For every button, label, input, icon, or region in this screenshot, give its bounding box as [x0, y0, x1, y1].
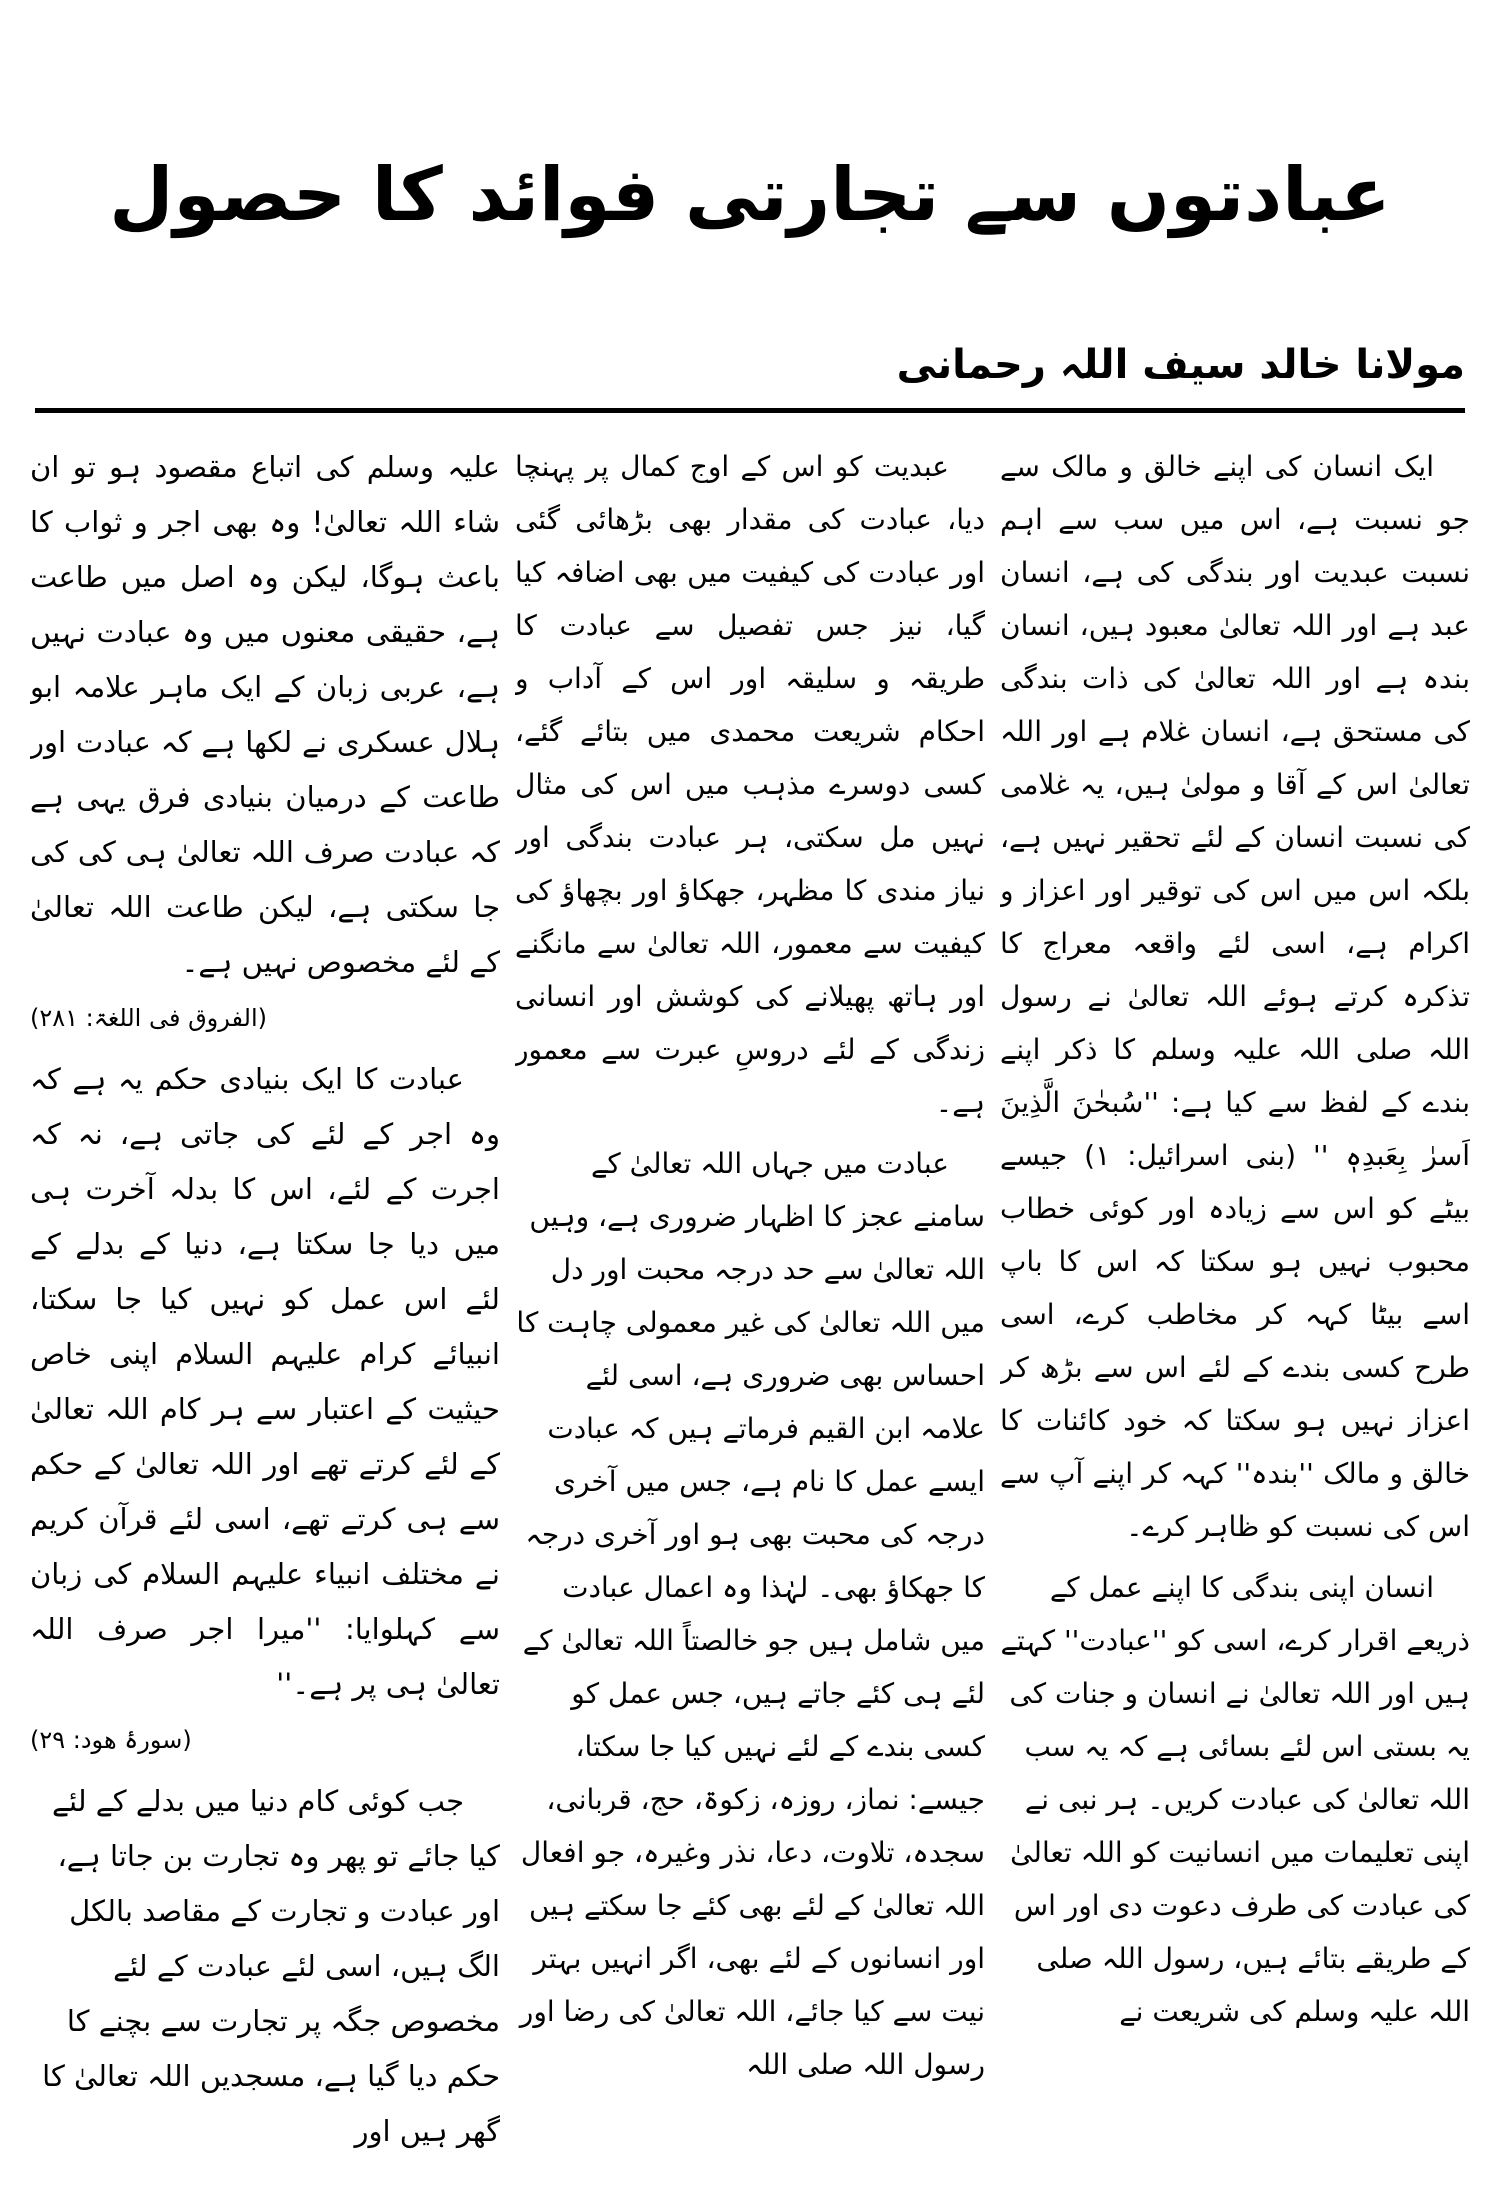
paragraph: علیہ وسلم کی اتباع مقصود ہو تو ان شاء اللہ تعالیٰ! وہ بھی اجر و ثواب کا باعث ہوگا، لیکن وہ اصل میں طاعت ہے، حقیقی معنوں میں وہ عبادت نہیں ہے، عربی زبان کے ایک ماہر علامہ ابو ہلال عسکری نے لکھا ہے کہ عبادت اور طاعت کے درمیان بنیادی فرق یہی ہے کہ عبادت صرف اللہ تعالیٰ ہی کی کی جا سکتی ہے، لیکن طاعت اللہ تعالیٰ کے لئے مخصوص نہیں ہے۔: [30, 450, 500, 979]
text-column-middle: [515, 440, 985, 2185]
header-divider: [35, 408, 1465, 413]
paragraph: انسان اپنی بندگی کا اپنے عمل کے ذریعے اقرار کرے، اسی کو ''عبادت'' کہتے ہیں اور اللہ تعالیٰ نے انسان و جنات کی یہ بستی اس لئے بسائی ہے کہ یہ سب اللہ تعالیٰ کی عبادت کریں۔ ہر نبی نے اپنی تعلیمات میں انسانیت کو اللہ تعالیٰ کی عبادت کی طرف دعوت دی اور اس کے طریقے بتائے ہیں، رسول اللہ صلی اللہ علیہ وسلم کی شریعت نے: [1000, 1571, 1470, 2028]
paragraph: جب کوئی کام دنیا میں بدلے کے لئے کیا جائے تو پھر وہ تجارت بن جاتا ہے، اور عبادت و تجارت کے مقاصد بالکل الگ ہیں، اسی لئے عبادت کے لئے مخصوص جگہ پر تجارت سے بچنے کا حکم دیا گیا ہے، مسجدیں اللہ تعالیٰ کا گھر ہیں اور: [42, 1784, 500, 2148]
paragraph: عبادت کا ایک بنیادی حکم یہ ہے کہ وہ اجر کے لئے کی جاتی ہے، نہ کہ اجرت کے لئے، اس کا بدلہ آخرت ہی میں دیا جا سکتا ہے، دنیا کے بدلے کے لئے اس عمل کو نہیں کیا جا سکتا، انبیائے کرام علیہم السلام اپنی خاص حیثیت کے اعتبار سے ہر کام اللہ تعالیٰ کے لئے کرتے تھے اور اللہ تعالیٰ کے حکم سے ہی کرتے تھے، اسی لئے قرآن کریم نے مختلف انبیاء علیہم السلام کی زبان سے کہلوایا: ''میرا اجر صرف اللہ تعالیٰ ہی پر ہے۔'': [30, 1062, 500, 1701]
author-byline: مولانا خالد سیف اللہ رحمانی: [896, 342, 1465, 388]
article-headline: عبادتوں سے تجارتی فوائد کا حصول: [109, 152, 1391, 238]
text-column-right: [1000, 440, 1470, 2185]
paragraph: عبادت میں جہاں اللہ تعالیٰ کے سامنے عجز کا اظہار ضروری ہے، وہیں اللہ تعالیٰ سے حد درجہ محبت اور دل میں اللہ تعالیٰ کی غیر معمولی چاہت کا احساس بھی ضروری ہے، اسی لئے علامہ ابن القیم فرماتے ہیں کہ عبادت ایسے عمل کا نام ہے، جس میں آخری درجہ کی محبت بھی ہو اور آخری درجہ کا جھکاؤ بھی۔ لہٰذا وہ اعمال عبادت میں شامل ہیں جو خالصتاً اللہ تعالیٰ کے لئے ہی کئے جاتے ہیں، جس عمل کو کسی بندے کے لئے نہیں کیا جا سکتا، جیسے: نماز، روزہ، زکوۃ، حج، قربانی، سجدہ، تلاوت، دعا، نذر وغیرہ، جو افعال اللہ تعالیٰ کے لئے بھی کئے جا سکتے ہیں اور انسانوں کے لئے بھی، اگر انہیں بہتر نیت سے کیا جائے، اللہ تعالیٰ کی رضا اور رسول اللہ صلی اللہ: [516, 1147, 985, 2081]
paragraph: ایک انسان کی اپنے خالق و مالک سے جو نسبت ہے، اس میں سب سے اہم نسبت عبدیت اور بندگی کی ہے، انسان عبد ہے اور اللہ تعالیٰ معبود ہیں، انسان بندہ ہے اور اللہ تعالیٰ کی ذات بندگی کی مستحق ہے، انسان غلام ہے اور اللہ تعالیٰ اس کے آقا و مولیٰ ہیں، یہ غلامی کی نسبت انسان کے لئے تحقیر نہیں ہے، بلکہ اس میں اس کی توقیر اور اعزاز و اکرام ہے، اسی لئے واقعہ معراج کا تذکرہ کرتے ہوئے اللہ تعالیٰ نے رسول اللہ صلی اللہ علیہ وسلم کا ذکر اپنے بندے کے لفظ سے کیا ہے: ''سُبحٰنَ الَّذِینَ اَسرٰ بِعَبدِہٖ '' (بنی اسرائیل: ۱) جیسے بیٹے کو اس سے زیادہ اور کوئی خطاب محبوب نہیں ہو سکتا کہ اس کا باپ اسے بیٹا کہہ کر مخاطب کرے، اسی طرح کسی بندے کے لئے اس سے بڑھ کر اعزاز نہیں ہو سکتا کہ خود کائنات کا خالق و مالک ''بندہ'' کہہ کر اپنے آپ سے اس کی نسبت کو ظاہر کرے۔: [1000, 450, 1470, 1543]
citation: (سورۂ ھود: ۲۹): [30, 1726, 192, 1754]
text-column-left: [30, 440, 500, 2185]
citation: (الفروق فی اللغۃ: ۲۸۱): [30, 1004, 267, 1032]
paragraph: عبدیت کو اس کے اوج کمال پر پہنچا دیا، عبادت کی مقدار بھی بڑھائی گئی اور عبادت کی کیفیت میں بھی اضافہ کیا گیا، نیز جس تفصیل سے عبادت کا طریقہ و سلیقہ اور اس کے آداب و احکام شریعت محمدی میں بتائے گئے، کسی دوسرے مذہب میں اس کی مثال نہیں مل سکتی، ہر عبادت بندگی اور نیاز مندی کا مظہر، جھکاؤ اور بچھاؤ کی کیفیت سے معمور، اللہ تعالیٰ سے مانگنے اور ہاتھ پھیلانے کی کوشش اور انسانی زندگی کے لئے دروسِ عبرت سے معمور ہے۔: [515, 450, 985, 1119]
